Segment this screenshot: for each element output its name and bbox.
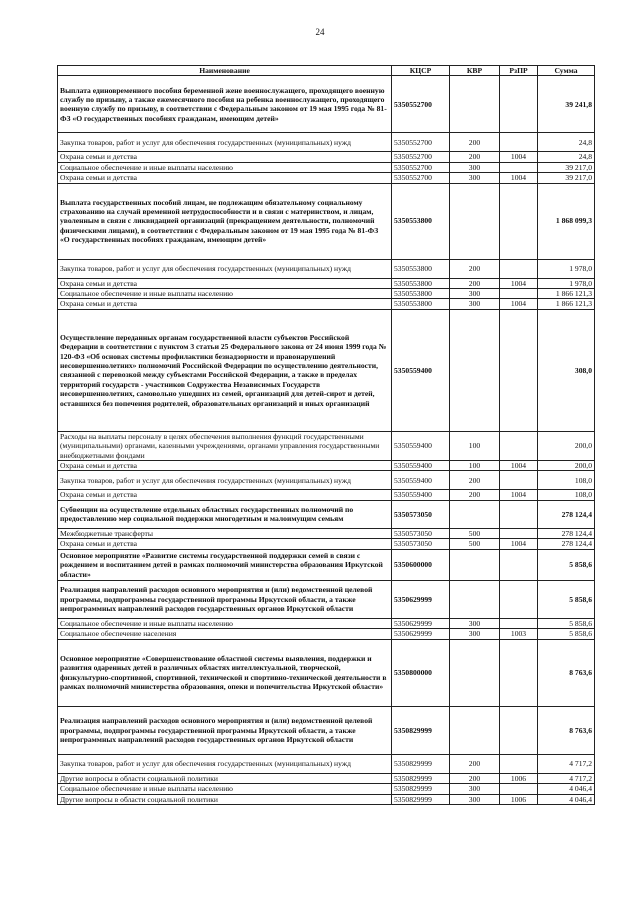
cell-name: Другие вопросы в области социальной политики: [58, 773, 392, 783]
cell-kcsr: 5350553800: [392, 289, 450, 299]
cell-sum: 4 717,2: [538, 773, 595, 783]
cell-kvr: 300: [450, 162, 500, 172]
cell-kcsr: 5350552700: [392, 76, 450, 133]
header-kvr: КВР: [450, 66, 500, 76]
cell-kvr: 200: [450, 278, 500, 288]
cell-sum: 278 124,4: [538, 528, 595, 538]
table-row: [58, 549, 595, 580]
cell-kcsr: 5350553800: [392, 278, 450, 288]
cell-kcsr: 5350829999: [392, 754, 450, 773]
cell-kvr: [450, 706, 500, 754]
cell-sum: 5 858,6: [538, 580, 595, 618]
cell-sum: 200,0: [538, 431, 595, 460]
cell-name: Реализация направлений расходов основного мероприятия и (или) ведомственной целевой программы, подпрограммы государственной программы Иркутской области, а также непрограммных направлений расходов государственных органов Иркутской области: [58, 706, 392, 754]
cell-kcsr: 5350559400: [392, 431, 450, 460]
header-name: Наименование: [58, 66, 392, 76]
cell-kvr: [450, 76, 500, 133]
cell-kcsr: 5350573050: [392, 500, 450, 528]
table-row: [58, 133, 595, 152]
cell-name: Реализация направлений расходов основного мероприятия и (или) ведомственной целевой программы, подпрограммы государственной программы Иркутской области, а также непрограммных направлений расходов государственных органов Иркутской области: [58, 580, 392, 618]
cell-kcsr: 5350629999: [392, 618, 450, 628]
cell-kvr: 300: [450, 629, 500, 639]
table-row: [58, 183, 595, 259]
table-row: [58, 706, 595, 754]
cell-rzpr: 1003: [500, 629, 538, 639]
cell-rzpr: [500, 618, 538, 628]
cell-kvr: 100: [450, 431, 500, 460]
cell-sum: 1 978,0: [538, 259, 595, 278]
cell-sum: 5 858,6: [538, 549, 595, 580]
cell-sum: 5 858,6: [538, 629, 595, 639]
cell-rzpr: [500, 76, 538, 133]
cell-rzpr: 1004: [500, 490, 538, 500]
table-header-row: [58, 66, 595, 76]
cell-rzpr: [500, 289, 538, 299]
cell-name: Основное мероприятие «Развитие системы государственной поддержки семей в связи с рождением и воспитанием детей в рамках полномочий министерства образования Иркутской области»: [58, 549, 392, 580]
cell-rzpr: [500, 309, 538, 431]
cell-kvr: 200: [450, 773, 500, 783]
cell-kcsr: 5350552700: [392, 173, 450, 183]
cell-sum: 24,8: [538, 133, 595, 152]
cell-name: Закупка товаров, работ и услуг для обеспечения государственных (муниципальных) нужд: [58, 754, 392, 773]
cell-name: Социальное обеспечение и иные выплаты населению: [58, 618, 392, 628]
table-row: [58, 580, 595, 618]
cell-sum: 39 217,0: [538, 162, 595, 172]
cell-rzpr: [500, 259, 538, 278]
table-row: [58, 299, 595, 309]
cell-name: Другие вопросы в области социальной политики: [58, 794, 392, 804]
table-row: [58, 309, 595, 431]
cell-sum: 5 858,6: [538, 618, 595, 628]
table-row: [58, 618, 595, 628]
cell-kvr: [450, 639, 500, 706]
cell-rzpr: [500, 784, 538, 794]
cell-kvr: 300: [450, 289, 500, 299]
cell-rzpr: 1004: [500, 152, 538, 162]
table-row: [58, 152, 595, 162]
cell-kcsr: 5350559400: [392, 309, 450, 431]
cell-rzpr: [500, 133, 538, 152]
cell-kvr: [450, 580, 500, 618]
cell-kvr: 300: [450, 794, 500, 804]
cell-sum: 1 866 121,3: [538, 299, 595, 309]
table-row: [58, 539, 595, 549]
table-row: [58, 289, 595, 299]
cell-rzpr: [500, 706, 538, 754]
header-rzpr: РзПР: [500, 66, 538, 76]
cell-kvr: 200: [450, 754, 500, 773]
cell-kcsr: 5350829999: [392, 773, 450, 783]
cell-kvr: [450, 500, 500, 528]
table-row: [58, 639, 595, 706]
cell-kvr: 200: [450, 152, 500, 162]
cell-rzpr: 1006: [500, 794, 538, 804]
cell-kcsr: 5350553800: [392, 183, 450, 259]
cell-kvr: [450, 183, 500, 259]
cell-kvr: 200: [450, 133, 500, 152]
cell-name: Выплата единовременного пособия беременной жене военнослужащего, проходящего военную службу по призыву, а также ежемесячного пособия на ребенка военнослужащего, проходящего военную службу по призыву, в соответствии с Федеральным законом от 19 мая 1995 года № 81-ФЗ «О государственных пособиях гражданам, имеющим детей»: [58, 76, 392, 133]
cell-kcsr: 5350629999: [392, 629, 450, 639]
cell-name: Охрана семьи и детства: [58, 173, 392, 183]
cell-rzpr: [500, 639, 538, 706]
cell-sum: 1 866 121,3: [538, 289, 595, 299]
cell-sum: 200,0: [538, 461, 595, 471]
cell-sum: 39 241,8: [538, 76, 595, 133]
table-row: [58, 629, 595, 639]
cell-sum: 24,8: [538, 152, 595, 162]
cell-kcsr: 5350829999: [392, 706, 450, 754]
cell-name: Охрана семьи и детства: [58, 278, 392, 288]
cell-kvr: 200: [450, 490, 500, 500]
cell-kvr: 500: [450, 539, 500, 549]
cell-name: Выплата государственных пособий лицам, не подлежащим обязательному социальному страхованию на случай временной нетрудоспособности и в связи с материнством, и лицам, уволенным в связи с ликвидацией организаций (прекращением деятельности, полномочий физическими лицами), в соответствии с Федеральным законом от 19 мая 1995 года № 81-ФЗ «О государственных пособиях гражданам, имеющим детей»: [58, 183, 392, 259]
cell-name: Социальное обеспечение и иные выплаты населению: [58, 289, 392, 299]
cell-kcsr: 5350552700: [392, 133, 450, 152]
cell-kvr: 300: [450, 784, 500, 794]
cell-rzpr: [500, 580, 538, 618]
header-sum: Сумма: [538, 66, 595, 76]
cell-kvr: [450, 549, 500, 580]
header-kcsr: КЦСР: [392, 66, 450, 76]
cell-kcsr: 5350552700: [392, 152, 450, 162]
cell-name: Закупка товаров, работ и услуг для обеспечения государственных (муниципальных) нужд: [58, 259, 392, 278]
table-row: [58, 431, 595, 460]
cell-rzpr: 1004: [500, 278, 538, 288]
table-row: [58, 754, 595, 773]
table-row: [58, 278, 595, 288]
cell-sum: 8 763,6: [538, 639, 595, 706]
cell-name: Закупка товаров, работ и услуг для обеспечения государственных (муниципальных) нужд: [58, 471, 392, 490]
cell-kcsr: 5350829999: [392, 784, 450, 794]
cell-kcsr: 5350600000: [392, 549, 450, 580]
cell-rzpr: [500, 549, 538, 580]
cell-kcsr: 5350559400: [392, 490, 450, 500]
cell-sum: 8 763,6: [538, 706, 595, 754]
cell-kcsr: 5350800000: [392, 639, 450, 706]
cell-rzpr: [500, 528, 538, 538]
cell-kvr: 200: [450, 259, 500, 278]
cell-rzpr: [500, 183, 538, 259]
page-number: 24: [315, 27, 325, 37]
cell-kcsr: 5350559400: [392, 461, 450, 471]
table-row: [58, 461, 595, 471]
cell-sum: 278 124,4: [538, 500, 595, 528]
cell-kcsr: 5350629999: [392, 580, 450, 618]
cell-kvr: 200: [450, 471, 500, 490]
cell-kcsr: 5350829999: [392, 794, 450, 804]
cell-rzpr: [500, 162, 538, 172]
cell-rzpr: 1004: [500, 539, 538, 549]
cell-kvr: 300: [450, 299, 500, 309]
table-row: [58, 490, 595, 500]
cell-kcsr: 5350552700: [392, 162, 450, 172]
cell-rzpr: [500, 500, 538, 528]
cell-name: Охрана семьи и детства: [58, 152, 392, 162]
cell-rzpr: [500, 754, 538, 773]
cell-sum: 278 124,4: [538, 539, 595, 549]
cell-name: Охрана семьи и детства: [58, 539, 392, 549]
cell-name: Охрана семьи и детства: [58, 461, 392, 471]
cell-kvr: 300: [450, 618, 500, 628]
cell-kcsr: 5350559400: [392, 471, 450, 490]
cell-sum: 1 978,0: [538, 278, 595, 288]
cell-sum: 1 868 099,3: [538, 183, 595, 259]
cell-name: Социальное обеспечение и иные выплаты населению: [58, 162, 392, 172]
cell-sum: 4 046,4: [538, 794, 595, 804]
cell-sum: 4 046,4: [538, 784, 595, 794]
cell-rzpr: [500, 431, 538, 460]
cell-sum: 4 717,2: [538, 754, 595, 773]
table-row: [58, 173, 595, 183]
cell-kvr: [450, 309, 500, 431]
cell-name: Осуществление переданных органам государственной власти субъектов Российской Федерации в соответствии с пунктом 3 статьи 25 Федерального закона от 24 июня 1999 года № 120-ФЗ «Об основах системы профилактики безнадзорности и правонарушений несовершеннолетних» полномочий Российской Федерации по осуществлению деятельности, связанной с перевозкой между субъектами Российской Федерации, а также в пределах территорий государств - участников Содружества Независимых Государств несовершеннолетних, самовольно ушедших из семей, организаций для детей-сирот и детей, оставшихся без попечения родителей, образовательных организаций и иных организаций: [58, 309, 392, 431]
table-row: [58, 259, 595, 278]
cell-name: Социальное обеспечение населения: [58, 629, 392, 639]
cell-sum: 39 217,0: [538, 173, 595, 183]
cell-name: Социальное обеспечение и иные выплаты населению: [58, 784, 392, 794]
table-row: [58, 471, 595, 490]
cell-name: Охрана семьи и детства: [58, 299, 392, 309]
cell-name: Субвенции на осуществление отдельных областных государственных полномочий по предоставлению мер социальной поддержки многодетным и малоимущим семьям: [58, 500, 392, 528]
cell-sum: 108,0: [538, 471, 595, 490]
cell-sum: 308,0: [538, 309, 595, 431]
cell-sum: 108,0: [538, 490, 595, 500]
table-row: [58, 794, 595, 804]
table-row: [58, 162, 595, 172]
cell-rzpr: 1006: [500, 773, 538, 783]
cell-name: Основное мероприятие «Совершенствование областной системы выявления, поддержки и развития одаренных детей в различных областях интеллектуальной, творческой, физкультурно-спортивной, спортивной, технической и спортивно-технической деятельности в рамках полномочий министерства образования, опеки и попечительства Иркутской области»: [58, 639, 392, 706]
cell-kcsr: 5350553800: [392, 299, 450, 309]
cell-rzpr: [500, 471, 538, 490]
table-row: [58, 528, 595, 538]
cell-kcsr: 5350553800: [392, 259, 450, 278]
cell-kcsr: 5350573050: [392, 528, 450, 538]
cell-kvr: 100: [450, 461, 500, 471]
budget-table: [57, 65, 595, 805]
cell-name: Расходы на выплаты персоналу в целях обеспечения выполнения функций государственными (муниципальными) органами, казенными учреждениями, органами управления государственными внебюджетными фондами: [58, 431, 392, 460]
table-row: [58, 500, 595, 528]
table-row: [58, 773, 595, 783]
cell-rzpr: 1004: [500, 299, 538, 309]
cell-name: Закупка товаров, работ и услуг для обеспечения государственных (муниципальных) нужд: [58, 133, 392, 152]
cell-kcsr: 5350573050: [392, 539, 450, 549]
cell-name: Межбюджетные трансферты: [58, 528, 392, 538]
cell-rzpr: 1004: [500, 461, 538, 471]
cell-name: Охрана семьи и детства: [58, 490, 392, 500]
cell-kvr: 500: [450, 528, 500, 538]
cell-rzpr: 1004: [500, 173, 538, 183]
table-row: [58, 76, 595, 133]
cell-kvr: 300: [450, 173, 500, 183]
table-body: [58, 76, 595, 805]
table-row: [58, 784, 595, 794]
